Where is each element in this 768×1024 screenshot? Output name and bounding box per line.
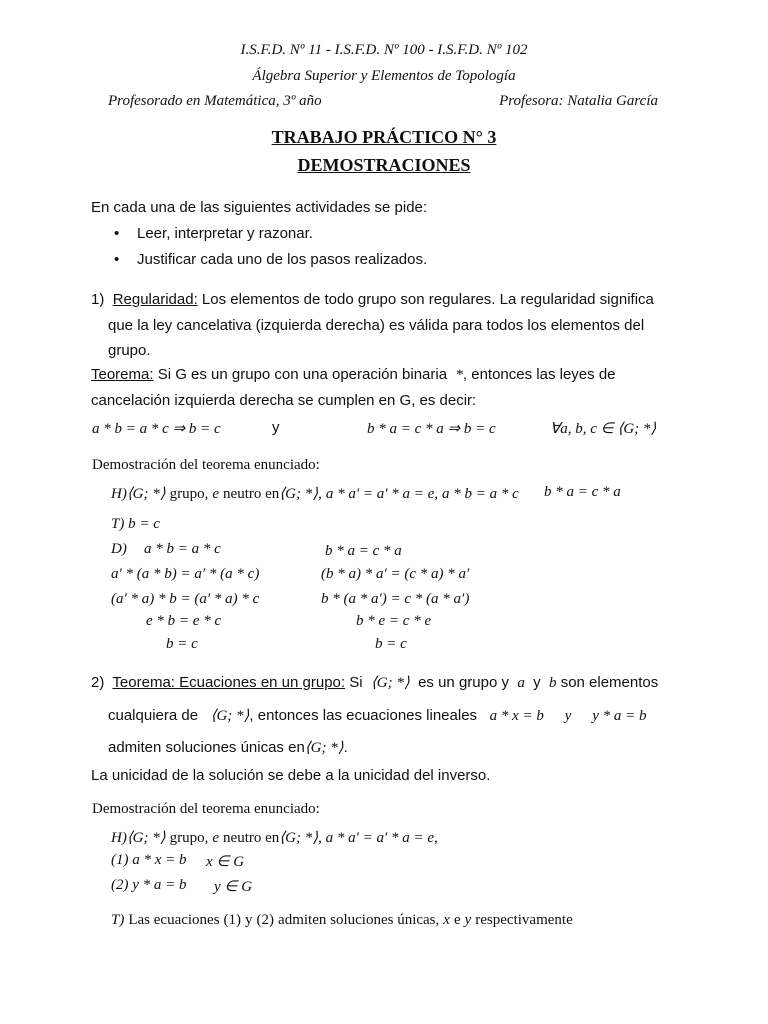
section-text: es un grupo y <box>418 674 509 691</box>
theorem-text: , entonces las leyes de <box>462 366 616 383</box>
header-program: Profesorado en Matemática, 3º año <box>108 93 322 109</box>
proof-step-right: b * (a * a′) = c * (a * a′) <box>321 591 470 607</box>
section-1 <box>91 291 654 308</box>
math-var: e <box>212 486 220 502</box>
demonstration-label: Demostración del teorema enunciado: <box>92 457 320 473</box>
equation-1-domain: x ∈ G <box>206 854 245 870</box>
math-var: a <box>517 675 525 691</box>
section-text-line <box>108 738 348 757</box>
bullet-item: Leer, interpretar y razonar. <box>137 225 313 242</box>
proof-step-right: (b * a) * a′ = (c * a) * a′ <box>321 566 470 582</box>
section-text-line <box>108 706 646 725</box>
theorem-statement <box>91 366 616 384</box>
equation-1: (1) a * x = b <box>111 852 187 868</box>
hypothesis-label: H) <box>111 486 127 502</box>
proof-step-left: (a′ * a) * b = (a′ * a) * c <box>111 591 260 607</box>
section-text: grupo. <box>108 342 151 359</box>
hypothesis-label: H) <box>111 830 127 846</box>
math-group: ⟨G; *⟩ <box>126 486 166 502</box>
equation-2-domain: y ∈ G <box>214 879 253 895</box>
math-group: ⟨G; *⟩ <box>210 708 250 724</box>
page-title: TRABAJO PRÁCTICO N° 3 <box>271 127 497 147</box>
thesis-text: e <box>453 912 461 928</box>
section-2 <box>91 673 658 692</box>
math-inverse: a * a′ = a′ * a = e, <box>325 486 439 502</box>
linear-equation: y * a = b <box>592 708 647 724</box>
hypothesis-text: grupo, <box>169 486 209 502</box>
bullet-dot: • <box>114 251 120 268</box>
section-number: 2) <box>91 674 105 691</box>
linear-equation: a * x = b <box>489 708 544 724</box>
proof-step-left: a′ * (a * b) = a′ * (a * c) <box>111 566 260 582</box>
header-course: Álgebra Superior y Elementos de Topología <box>252 68 516 84</box>
page-subtitle: DEMOSTRACIONES <box>297 155 471 175</box>
equation-right-cancel: b * a = c * a ⇒ b = c <box>367 421 496 437</box>
bullet-item: Justificar cada uno de los pasos realizados. <box>137 251 428 268</box>
math-conjunction: y <box>564 708 572 724</box>
proof-step-left: a * b = a * c <box>144 541 221 557</box>
math-group: ⟨G; *⟩, <box>279 486 322 502</box>
equation-ref: (2) <box>256 912 275 928</box>
math-var: b <box>549 675 557 691</box>
thesis-line <box>111 911 573 929</box>
section-text: Si <box>349 674 363 691</box>
proof-step-right: b = c <box>375 636 407 652</box>
equation-quantifier: ∀a, b, c ∈ ⟨G; *⟩ <box>550 421 657 437</box>
section-text: son elementos <box>560 674 659 691</box>
header-institutions: I.S.F.D. Nº 11 - I.S.F.D. Nº 100 - I.S.F.D. Nº 102 <box>240 42 528 58</box>
section-text: y <box>533 674 541 691</box>
hypothesis-text: neutro en <box>223 486 280 502</box>
theorem-text: cancelación izquierda derecha se cumplen en G, es decir: <box>91 392 477 409</box>
section-text: cualquiera de <box>108 707 199 724</box>
section-text: . <box>343 739 348 756</box>
math-var: y <box>464 912 472 928</box>
thesis-label: T) <box>111 912 125 928</box>
proof-step-left: b = c <box>166 636 198 652</box>
math-group: ⟨G; *⟩ <box>279 830 319 846</box>
section-number: 1) <box>91 291 105 308</box>
theorem-label: Teorema: <box>91 366 154 383</box>
math-inverse: a * a′ = a′ * a = e, <box>325 830 438 846</box>
proof-step-left: e * b = e * c <box>146 613 222 629</box>
thesis-line: T) b = c <box>111 516 160 532</box>
operation-symbol: * <box>455 367 463 383</box>
thesis-text: admiten soluciones únicas, <box>278 912 440 928</box>
section-heading: Teorema: Ecuaciones en un grupo: <box>112 674 346 691</box>
hypothesis-text: neutro en <box>223 830 280 846</box>
hypothesis-line <box>111 484 519 503</box>
thesis-text: Las ecuaciones <box>128 912 220 928</box>
math-group: ⟨G; *⟩ <box>370 675 410 691</box>
math-var: e <box>212 830 220 846</box>
section-text: , entonces las ecuaciones lineales <box>249 707 478 724</box>
equation-left-cancel: a * b = a * c ⇒ b = c <box>92 421 221 437</box>
math-group: ⟨G; *⟩ <box>126 830 166 846</box>
header-teacher: Profesora: Natalia García <box>499 93 658 109</box>
equation-2: (2) y * a = b <box>111 877 187 893</box>
math-var: x <box>443 912 450 928</box>
bullet-dot: • <box>114 225 120 242</box>
math-premise: a * b = a * c <box>442 486 519 502</box>
math-group: ⟨G; *⟩ <box>304 740 344 756</box>
hypothesis-text: grupo, <box>169 830 209 846</box>
section-text: Los elementos de todo grupo son regulares. La regularidad significa <box>201 291 654 308</box>
math-premise: b * a = c * a <box>544 484 621 500</box>
hypothesis-line: H)⟨G; *⟩ grupo, e neutro en⟨G; *⟩, a * a′ = a′ * a = e, <box>111 830 438 846</box>
uniqueness-note: La unicidad de la solución se debe a la unicidad del inverso. <box>91 767 491 784</box>
thesis-text: y <box>245 912 253 928</box>
thesis-text: respectivamente <box>475 912 573 928</box>
proof-step-right: b * e = c * e <box>356 613 432 629</box>
demonstration-label: Demostración del teorema enunciado: <box>92 801 320 817</box>
demo-label: D) <box>111 541 127 557</box>
section-text: admiten soluciones únicas en <box>108 739 305 756</box>
section-heading: Regularidad: <box>112 291 198 308</box>
proof-step-right: b * a = c * a <box>325 543 402 559</box>
intro-text: En cada una de las siguientes actividades se pide: <box>91 199 428 216</box>
equation-conjunction: y <box>272 419 280 436</box>
theorem-text: Si G es un grupo con una operación binaria <box>157 366 448 383</box>
section-text: que la ley cancelativa (izquierda derecha) es válida para todos los elementos del <box>108 317 645 334</box>
equation-ref: (1) <box>223 912 242 928</box>
